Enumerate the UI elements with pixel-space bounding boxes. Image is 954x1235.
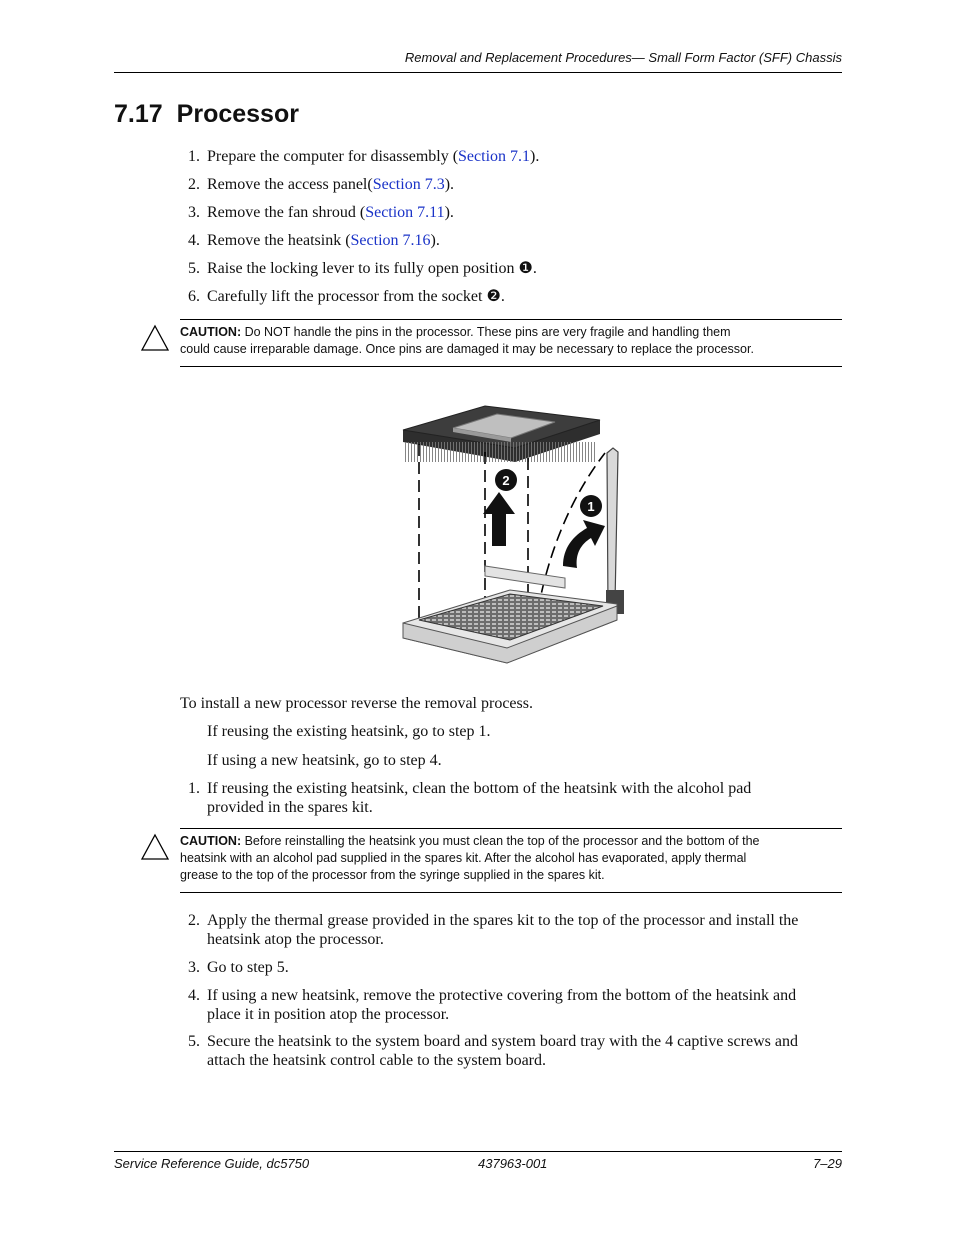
section-link[interactable]: Section 7.16	[350, 232, 431, 249]
list-item: 5. Raise the locking lever to its fully open position ❶.	[188, 260, 537, 277]
list-item: 1. Prepare the computer for disassembly (Section 7.1).	[188, 148, 540, 165]
section-number: 7.17	[114, 100, 163, 128]
section-link[interactable]: Section 7.11	[365, 204, 445, 221]
list-item: 3. Remove the fan shroud (Section 7.11).	[188, 204, 454, 221]
callout-1: 1	[587, 499, 595, 514]
caution-label: CAUTION:	[180, 834, 242, 848]
list-item: 4. Remove the heatsink (Section 7.16).	[188, 232, 440, 249]
install-steps	[180, 911, 842, 1070]
page-number: 7–29	[813, 1156, 842, 1171]
removal-steps	[180, 147, 842, 315]
section-link[interactable]: Section 7.3	[372, 176, 445, 193]
footer-guide-title: Service Reference Guide, dc5750	[114, 1156, 310, 1171]
install-intro: To install a new processor reverse the removal process.	[180, 695, 533, 712]
running-header	[114, 50, 842, 73]
list-item: 2. Remove the access panel(Section 7.3).	[188, 176, 455, 193]
caution-icon	[140, 833, 170, 861]
processor-removal-illustration	[395, 398, 635, 676]
list-item: 6. Carefully lift the processor from the socket ❷.	[188, 288, 505, 305]
list-item: 4. If using a new heatsink, remove the protective covering from the bottom of the heatsink and place it in position atop the processor.	[188, 987, 797, 1023]
list-item: 5. Secure the heatsink to the system board and system board tray with the 4 captive screws and attach the heatsink control cable to the system board.	[188, 1033, 798, 1069]
install-step-1	[180, 779, 842, 817]
list-item: 1. If reusing the existing heatsink, clean the bottom of the heatsink with the alcohol pad provided in the spares kit.	[188, 780, 752, 816]
callout-2: 2	[502, 473, 510, 488]
install-note-2: If using a new heatsink, go to step 4.	[207, 752, 442, 769]
caution-box: CAUTION: Before reinstalling the heatsink you must clean the top of the processor and the bottom of the heatsink with an alcohol pad supplied in the spares kit. After the alcohol has evaporated, apply thermal grease to the top of the processor from the syringe supplied in the spares kit.	[180, 828, 842, 893]
list-item: 3. Go to step 5.	[188, 959, 289, 976]
section-link[interactable]: Section 7.1	[458, 148, 531, 165]
page-footer	[114, 1151, 842, 1176]
section-title	[114, 100, 299, 129]
caution-box: CAUTION: Do NOT handle the pins in the processor. These pins are very fragile and handling them could cause irreparable damage. Once pins are damaged it may be necessary to replace the processor.	[180, 319, 842, 367]
section-name: Processor	[176, 100, 299, 128]
caution-icon	[140, 324, 170, 352]
caution-label: CAUTION:	[180, 325, 242, 339]
footer-part-number: 437963-001	[478, 1156, 548, 1171]
install-note-1: If reusing the existing heatsink, go to step 1.	[207, 723, 491, 740]
running-title: Removal and Replacement Procedures— Small Form Factor (SFF) Chassis	[404, 50, 842, 65]
list-item: 2. Apply the thermal grease provided in the spares kit to the top of the processor and install the heatsink atop the processor.	[188, 912, 799, 948]
